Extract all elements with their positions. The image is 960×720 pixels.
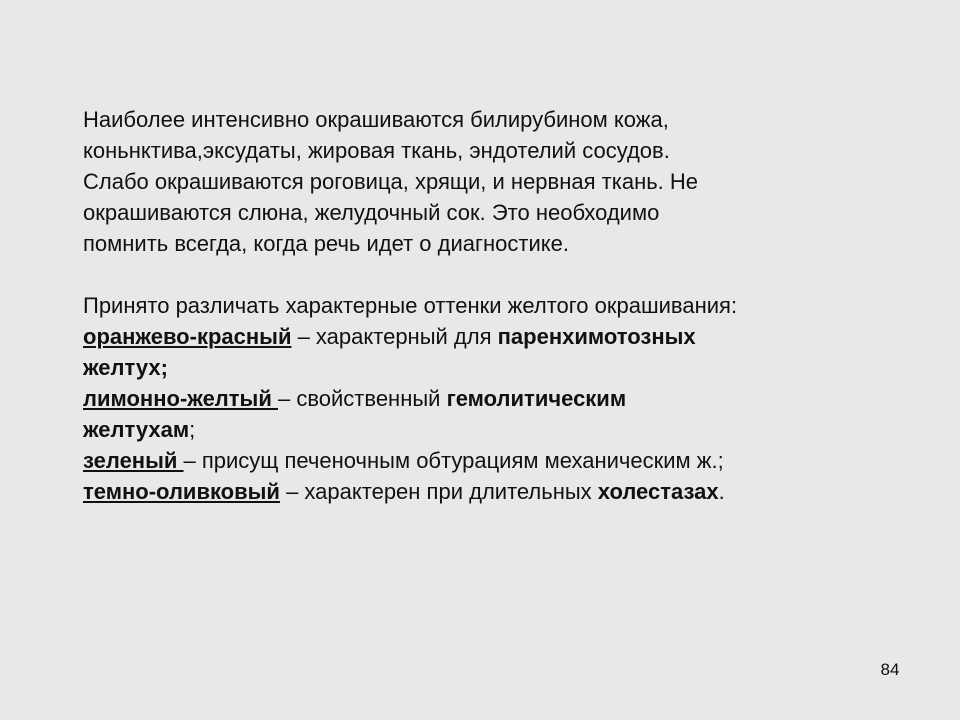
text-line: помнить всегда, когда речь идет о диагностике. bbox=[83, 231, 569, 256]
shade-description: – характерный для bbox=[291, 324, 498, 349]
shade-emphasis: желтухам bbox=[83, 417, 190, 442]
page-number: 84 bbox=[880, 660, 900, 679]
shade-item-dark-olive bbox=[83, 476, 883, 507]
shades-intro: Принято различать характерные оттенки желтого окрашивания: bbox=[83, 293, 738, 318]
paragraph-spacer bbox=[83, 259, 883, 290]
paragraph-jaundice-shades bbox=[83, 290, 883, 507]
shade-emphasis: холестазах bbox=[597, 479, 719, 504]
shade-item-orange-red-continuation: желтух; bbox=[83, 355, 168, 380]
text-line: Слабо окрашиваются роговица, хрящи, и нервная ткань. Не bbox=[83, 169, 699, 194]
shade-emphasis: гемолитическим bbox=[446, 386, 627, 411]
text-line: окрашиваются слюна, желудочный сок. Это необходимо bbox=[83, 200, 660, 225]
shade-term: темно-оливковый bbox=[83, 479, 280, 504]
shade-item-lemon-yellow bbox=[83, 383, 883, 414]
slide-body bbox=[83, 104, 883, 507]
shade-emphasis: паренхимотозных bbox=[497, 324, 696, 349]
shade-suffix: . bbox=[718, 479, 725, 504]
text-line: коньнктива,эксудаты, жировая ткань, эндотелий сосудов. bbox=[83, 138, 670, 163]
shade-description: – характерен при длительных bbox=[279, 479, 598, 504]
text-line: Наиболее интенсивно окрашиваются билирубином кожа, bbox=[83, 107, 669, 132]
shade-term: оранжево-красный bbox=[83, 324, 292, 349]
shade-item-orange-red bbox=[83, 321, 883, 352]
shade-description: – свойственный bbox=[277, 386, 447, 411]
paragraph-staining-intensity bbox=[83, 104, 883, 259]
shade-term: лимонно-желтый bbox=[83, 386, 278, 411]
shade-item-green bbox=[83, 445, 883, 476]
shade-suffix: ; bbox=[189, 417, 196, 442]
shade-description: – присущ печеночным обтурациям механическим ж.; bbox=[183, 448, 724, 473]
shade-term: зеленый bbox=[83, 448, 184, 473]
shade-item-lemon-yellow-continuation bbox=[83, 414, 883, 445]
